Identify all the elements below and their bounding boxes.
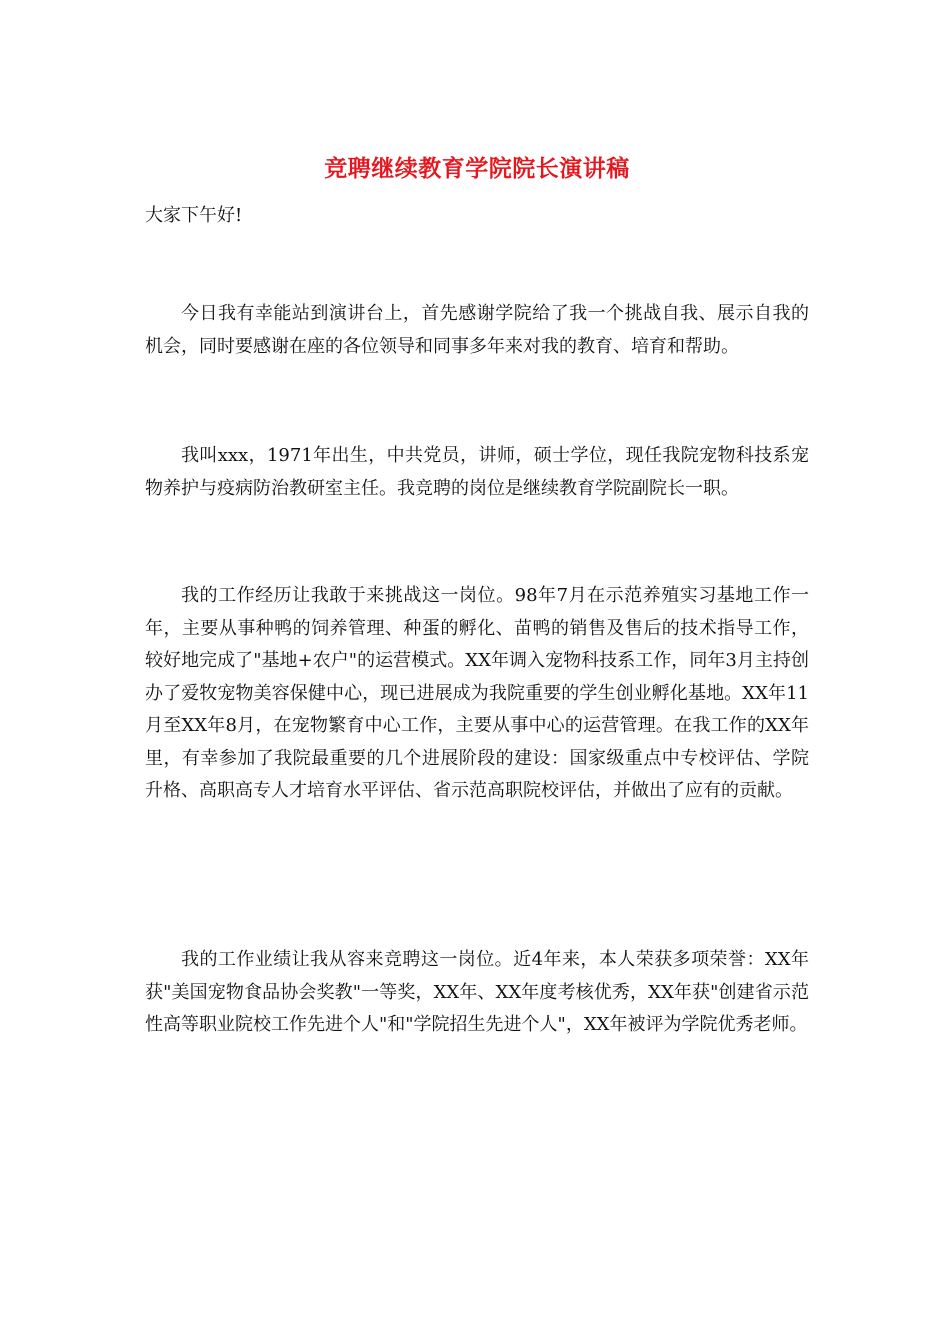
paragraph-achievements: 我的工作业绩让我从容来竞聘这一岗位。近4年来，本人荣获多项荣誉：XX年获"美国宠物食品协会奖教"一等奖，XX年、XX年度考核优秀，XX年获"创建省示范性高等职业院校工作先进个人"和"学院招生先进个人"，XX年被评为学院优秀老师。 <box>145 949 809 1035</box>
greeting-line: 大家下午好! <box>145 205 243 226</box>
paragraph-work-experience: 我的工作经历让我敢于来挑战这一岗位。98年7月在示范养殖实习基地工作一年，主要从事种鸭的饲养管理、种蛋的孵化、苗鸭的销售及售后的技术指导工作，较好地完成了"基地+农户"的运营模式。XX年调入宠物科技系工作，同年3月主持创办了爱牧宠物美容保健中心，现已进展成为我院重要的学生创业孵化基地。XX年11月至XX年8月，在宠物繁育中心工作，主要从事中心的运营管理。在我工作的XX年里，有幸参加了我院最重要的几个进展阶段的建设：国家级重点中专校评估、学院升格、高职高专人才培育水平评估、省示范高职院校评估，并做出了应有的贡献。 <box>145 585 809 801</box>
paragraph-introduction: 今日我有幸能站到演讲台上，首先感谢学院给了我一个挑战自我、展示自我的机会，同时要感谢在座的各位领导和同事多年来对我的教育、培育和帮助。 <box>145 303 809 357</box>
paragraph-self-introduction: 我叫xxx，1971年出生，中共党员，讲师，硕士学位，现任我院宠物科技系宠物养护与疫病防治教研室主任。我竞聘的岗位是继续教育学院副院长一职。 <box>145 445 809 499</box>
document-title: 竞聘继续教育学院院长演讲稿 <box>324 155 630 182</box>
